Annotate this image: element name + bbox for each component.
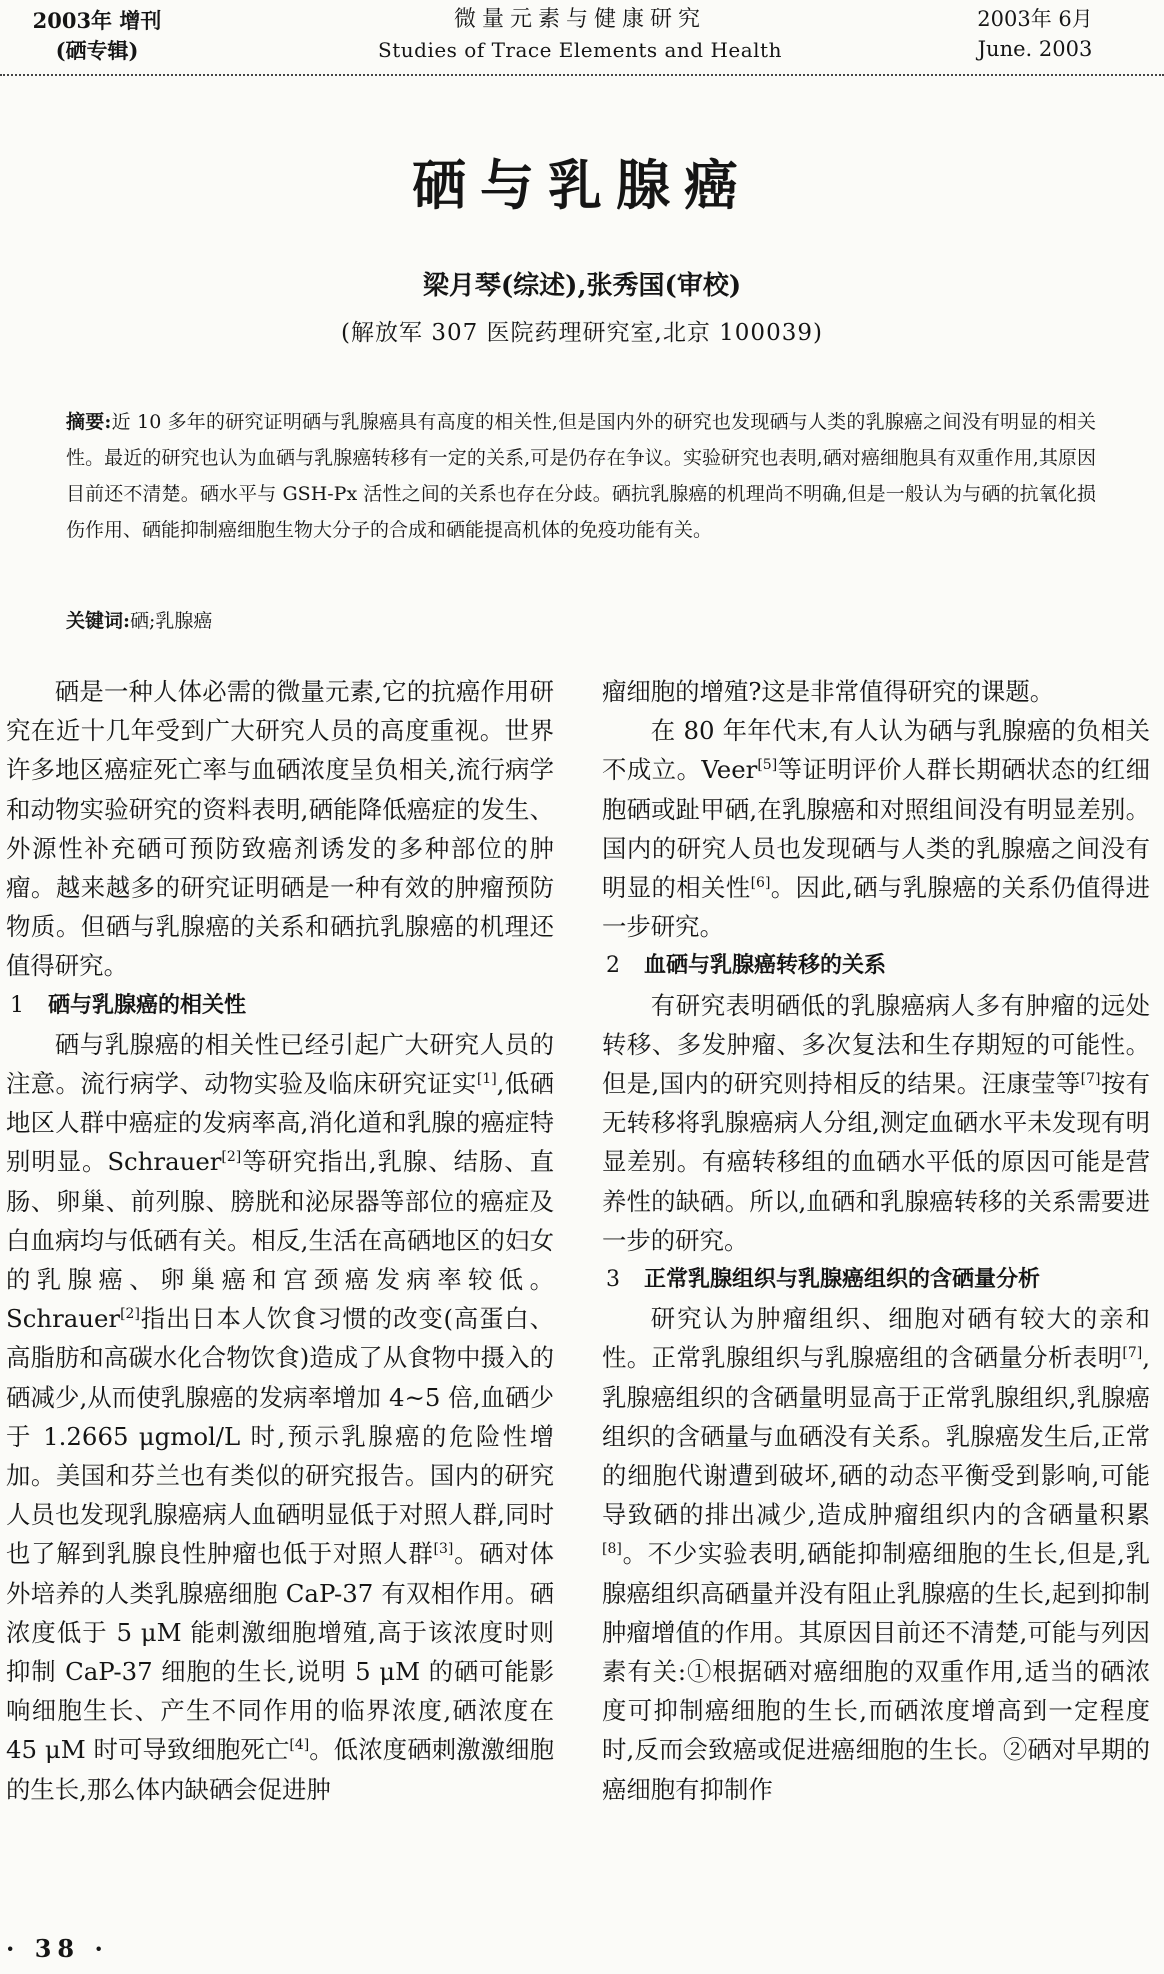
- body-column-right: [602, 672, 1150, 1809]
- citation-4: [4]: [289, 1737, 310, 1754]
- section-2-heading: [602, 946, 1150, 985]
- citation-2: [2]: [120, 1306, 140, 1323]
- section-1-heading: [6, 986, 554, 1025]
- section-2-number: 2: [606, 953, 620, 979]
- section-1-title: 硒与乳腺癌的相关性: [48, 991, 247, 1018]
- journal-name: [300, 4, 860, 64]
- text-run: 。因此,硒与乳腺癌的关系仍值得进一步研究。: [602, 873, 1150, 942]
- section-3-heading: [602, 1260, 1150, 1299]
- section-1-number: 1: [10, 992, 24, 1018]
- issue-special: (硒专辑): [55, 38, 139, 63]
- citation-3: [3]: [433, 1541, 454, 1558]
- article-title: 硒与乳腺癌: [412, 153, 752, 217]
- citation-1: [1]: [476, 1070, 497, 1087]
- issue-date: [940, 4, 1130, 64]
- text-run: 有研究表明硒低的乳腺癌病人多有肿瘤的远处转移、多发肿瘤、多次复法和生存期短的可能性。但是,国内的研究则持相反的结果。汪康莹等: [602, 990, 1150, 1099]
- section-1-paragraph-2: [602, 711, 1150, 946]
- section-1-paragraph: [6, 1025, 554, 1809]
- text-run: ,低硒地区人群中癌症的发病率高,消化道和乳腺的癌症特别明显。Schrauer: [6, 1069, 554, 1177]
- section-2-title: 血硒与乳腺癌转移的关系: [644, 952, 887, 979]
- citation-7: [7]: [1080, 1070, 1101, 1087]
- text-run: 。硒对体外培养的人类乳腺癌细胞 CaP-37 有双相作用。硒浓度低于 5 μM 能刺激细胞增殖,高于该浓度时则抑制 CaP-37 细胞的生长,说明 5 μM 的硒可能影响细胞生长、产生不同作用的临界浓度,硒浓度在 45 μM 时可导致细胞死亡: [6, 1539, 554, 1765]
- issue-date-en: June. 2003: [977, 37, 1093, 61]
- issue-info: [12, 6, 182, 66]
- section-3-title: 正常乳腺组织与乳腺癌组织的含硒量分析: [644, 1266, 1041, 1293]
- abstract-label: 摘要:: [66, 411, 112, 433]
- keywords: [66, 604, 1096, 638]
- text-run: 。低浓度硒刺激激细胞的生长,那么体内缺硒会促进肿: [6, 1735, 554, 1804]
- citation-2: [2]: [221, 1149, 242, 1166]
- header-rule: [0, 74, 1164, 76]
- text-run: 指出日本人饮食习惯的改变(高蛋白、高脂肪和高碳水化合物饮食)造成了从食物中摄入的硒减少,从而使乳腺癌的发病率增加 4~5 倍,血硒少于 1.2665 μgmol/L 时,预示乳腺癌的危险性增加。美国和芬兰也有类似的研究报告。国内的研究人员也发现乳腺癌病人血硒明显低于对照人群,同时也了解到乳腺良性肿瘤也低于对照人群: [6, 1304, 554, 1569]
- issue-year: 2003年 增刊: [32, 8, 162, 33]
- body-column-left: [6, 672, 554, 1809]
- text-run: 按有无转移将乳腺癌病人分组,测定血硒水平未发现有明显差别。有癌转移组的血硒水平低的原因可能是营养性的缺硒。所以,血硒和乳腺癌转移的关系需要进一步的研究。: [602, 1069, 1150, 1255]
- text-run: ,乳腺癌组织的含硒量明显高于正常乳腺组织,乳腺癌组织的含硒量与血硒没有关系。乳腺癌发生后,正常的细胞代谢遭到破坏,硒的动态平衡受到影响,可能导致硒的排出减少,造成肿瘤组织内的含硒量积累: [602, 1343, 1150, 1530]
- page-number: · 38 ·: [6, 1934, 109, 1963]
- section-3-number: 3: [606, 1267, 620, 1293]
- continued-paragraph: 瘤细胞的增殖?这是非常值得研究的课题。: [602, 677, 1055, 706]
- abstract-text: 近 10 多年的研究证明硒与乳腺癌具有高度的相关性,但是国内外的研究也发现硒与人类的乳腺癌之间没有明显的相关性。最近的研究也认为血硒与乳腺癌转移有一定的关系,可是仍存在争议。实验研究也表明,硒对癌细胞具有双重作用,其原因目前还不清楚。硒水平与 GSH-Px 活性之间的关系也存在分歧。硒抗乳腺癌的机理尚不明确,但是一般认为与硒的抗氧化损伤作用、硒能抑制癌细胞生物大分子的合成和硒能提高机体的免疫功能有关。: [66, 411, 1096, 541]
- journal-name-cn: 微量元素与健康研究: [453, 7, 706, 32]
- article-affiliation: (解放军 307 医院药理研究室,北京 100039): [341, 320, 823, 346]
- text-run: 等证明评价人群长期硒状态的红细胞硒或趾甲硒,在乳腺癌和对照组间没有明显差别。国内的研究人员也发现硒与人类的乳腺癌之间没有明显的相关性: [602, 755, 1150, 903]
- running-header: [0, 0, 1164, 74]
- issue-date-cn: 2003年 6月: [977, 7, 1093, 31]
- text-run: 。不少实验表明,硒能抑制癌细胞的生长,但是,乳腺癌组织高硒量并没有阻止乳腺癌的生长,起到抑制肿瘤增值的作用。其原因目前还不清楚,可能与列因素有关:①根据硒对癌细胞的双重作用,适当的硒浓度可抑制癌细胞的生长,而硒浓度增高到一定程度时,反而会致癌或促进癌细胞的生长。②硒对早期的癌细胞有抑制作: [602, 1539, 1150, 1804]
- citation-6: [6]: [750, 874, 771, 891]
- abstract: [66, 404, 1096, 548]
- keywords-text: 硒;乳腺癌: [130, 610, 213, 632]
- text-run: 等研究指出,乳腺、结肠、直肠、卵巢、前列腺、膀胱和泌尿器等部位的癌症及白血病均与低硒有关。相反,生活在高硒地区的妇女的乳腺癌、卵巢癌和宫颈癌发病率较低。Schrauer: [6, 1147, 554, 1334]
- journal-name-en: Studies of Trace Elements and Health: [378, 38, 782, 62]
- text-run: 在 80 年年代末,有人认为硒与乳腺癌的负相关不成立。Veer: [602, 716, 1150, 785]
- section-3-paragraph: [602, 1299, 1150, 1809]
- section-2-paragraph: [602, 986, 1150, 1260]
- citation-7: [7]: [1122, 1345, 1143, 1362]
- text-run: 研究认为肿瘤组织、细胞对硒有较大的亲和性。正常乳腺组织与乳腺癌组的含硒量分析表明: [602, 1304, 1150, 1373]
- text-run: 硒与乳腺癌的相关性已经引起广大研究人员的注意。流行病学、动物实验及临床研究证实: [6, 1029, 554, 1099]
- citation-5: [5]: [757, 757, 778, 774]
- keywords-label: 关键词:: [66, 610, 131, 632]
- intro-paragraph: 硒是一种人体必需的微量元素,它的抗癌作用研究在近十几年受到广大研究人员的高度重视。世界许多地区癌症死亡率与血硒浓度呈负相关,流行病学和动物实验研究的资料表明,硒能降低癌症的发生、外源性补充硒可预防致癌剂诱发的多种部位的肿瘤。越来越多的研究证明硒是一种有效的肿瘤预防物质。但硒与乳腺癌的关系和硒抗乳腺癌的机理还值得研究。: [6, 677, 554, 981]
- article-authors: 梁月琴(综述),张秀国(审校): [422, 271, 742, 301]
- citation-8: [8]: [602, 1541, 622, 1558]
